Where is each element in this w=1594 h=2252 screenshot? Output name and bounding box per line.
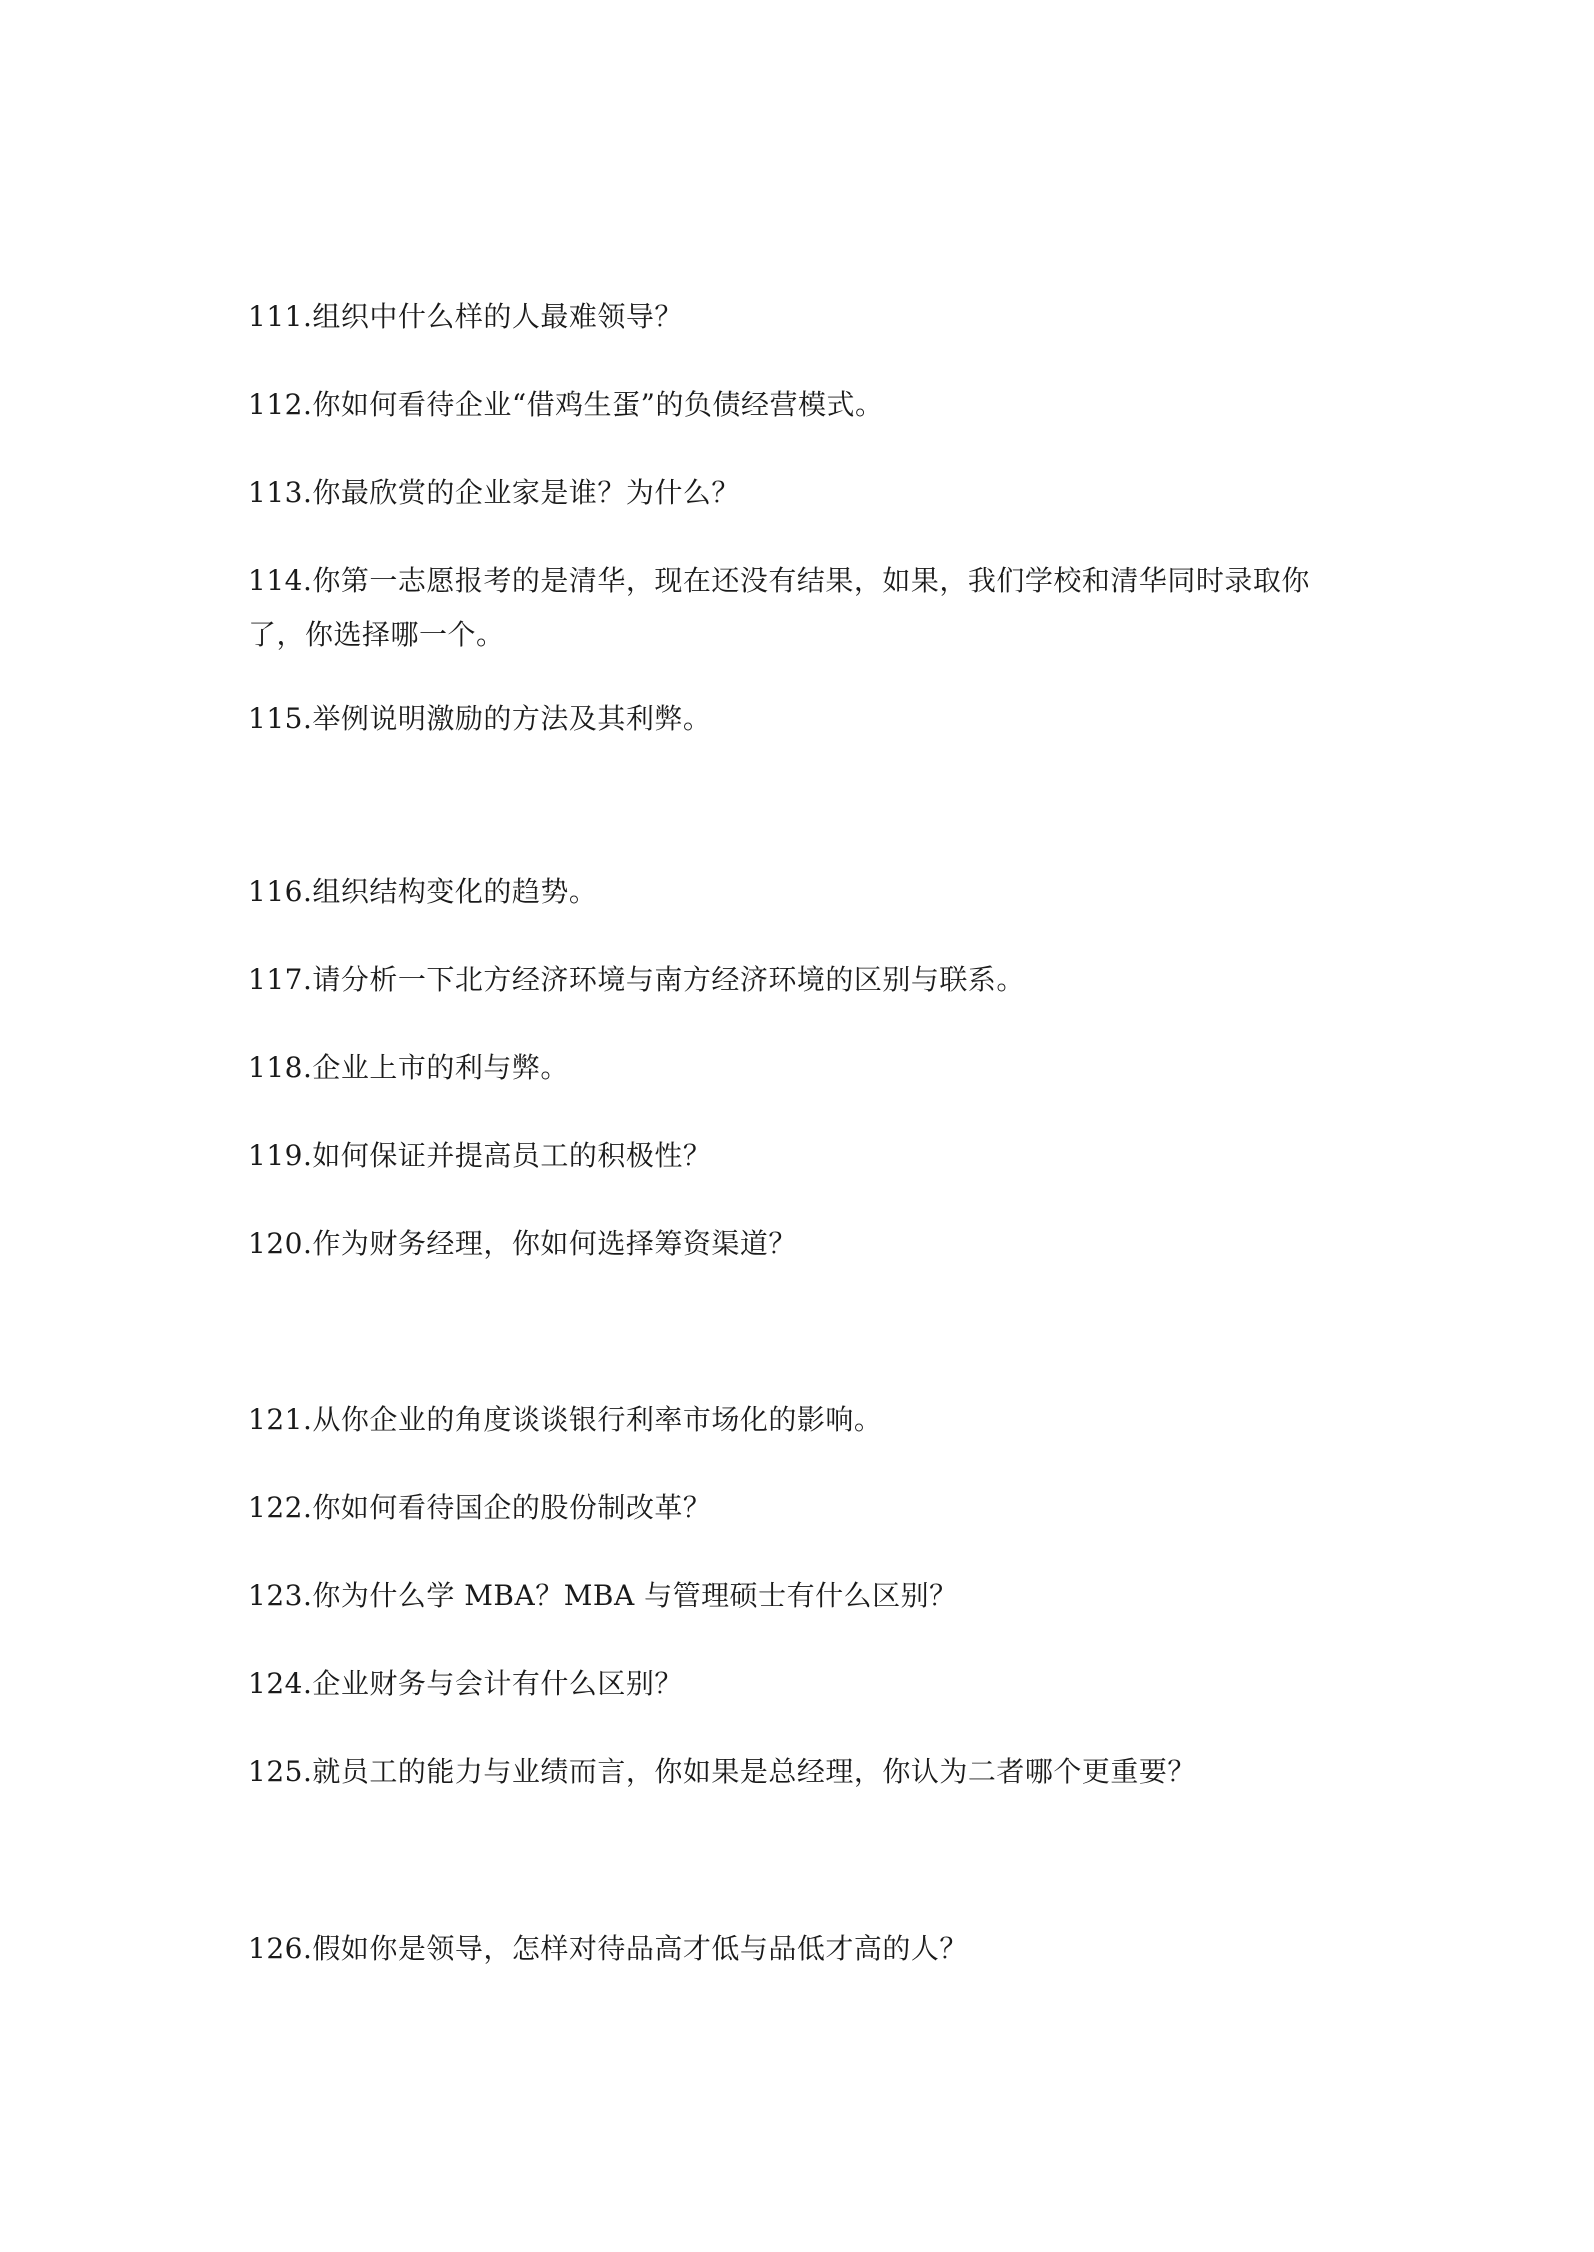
question-115: 115.举例说明激励的方法及其利弊。 — [248, 702, 712, 735]
question-116: 116.组织结构变化的趋势。 — [248, 875, 598, 908]
question-124: 124.企业财务与会计有什么区别？ — [248, 1667, 683, 1700]
question-119: 119.如何保证并提高员工的积极性？ — [248, 1139, 712, 1172]
question-122: 122.你如何看待国企的股份制改革？ — [248, 1491, 712, 1524]
question-118: 118.企业上市的利与弊。 — [248, 1051, 569, 1084]
question-117: 117.请分析一下北方经济环境与南方经济环境的区别与联系。 — [248, 963, 1025, 996]
question-121: 121.从你企业的角度谈谈银行利率市场化的影响。 — [248, 1403, 883, 1436]
question-111: 111.组织中什么样的人最难领导？ — [248, 300, 683, 333]
question-126: 126.假如你是领导，怎样对待品高才低与品低才高的人？ — [248, 1932, 968, 1965]
question-113: 113.你最欣赏的企业家是谁？为什么？ — [248, 476, 740, 509]
question-123: 123.你为什么学 MBA？MBA 与管理硕士有什么区别？ — [248, 1579, 958, 1612]
question-125: 125.就员工的能力与业绩而言，你如果是总经理，你认为二者哪个更重要？ — [248, 1755, 1196, 1788]
question-114: 114.你第一志愿报考的是清华，现在还没有结果，如果，我们学校和清华同时录取你了，你选择哪一个。 — [248, 564, 1310, 651]
question-120: 120.作为财务经理，你如何选择筹资渠道？ — [248, 1227, 797, 1260]
question-112: 112.你如何看待企业“借鸡生蛋”的负债经营模式。 — [248, 388, 884, 421]
